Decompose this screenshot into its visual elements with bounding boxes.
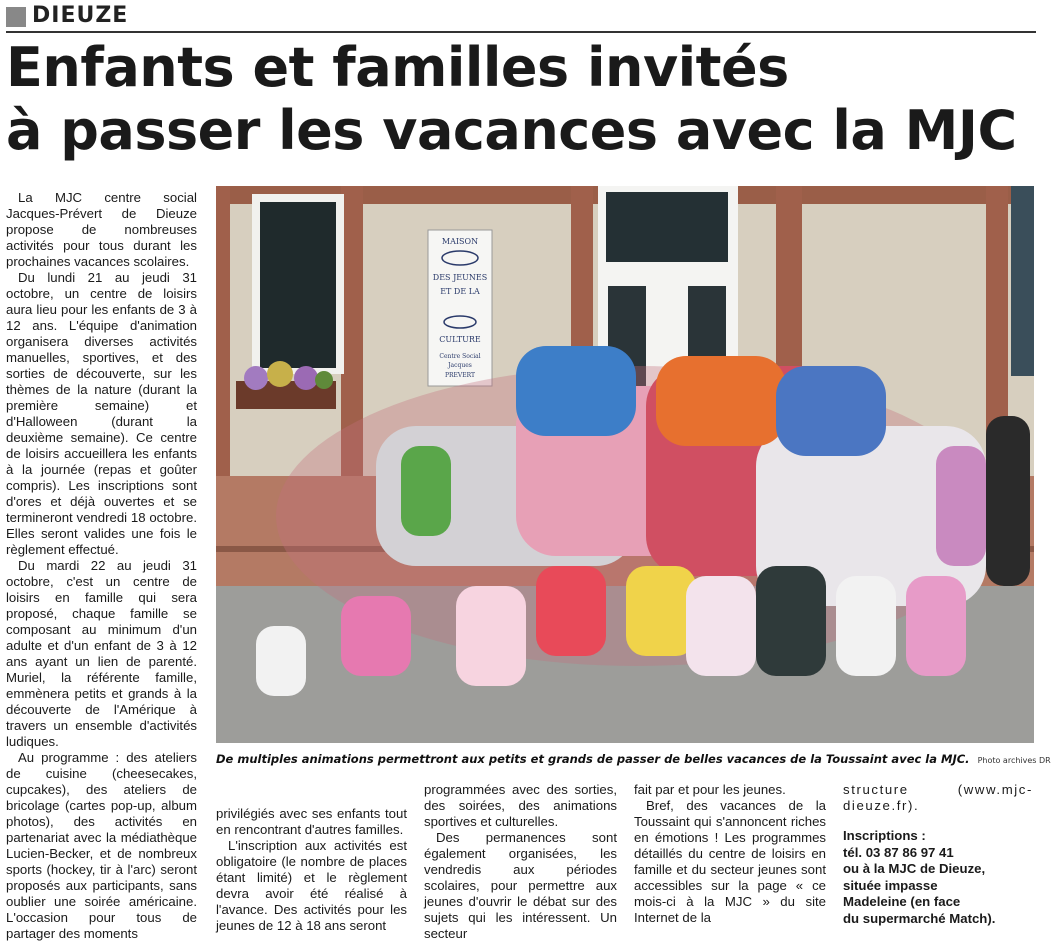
inscriptions-line: du supermarché Match). <box>843 910 996 926</box>
paragraph: Au programme : des ateliers de cuisine (cheesecakes, cupcakes), des ateliers de bricolage (cartes pop-up, album photos), des activités en partenariat avec la médiathèque Lucien-Becker, et de nombreux sports (hockey, tir à l'arc) seront proposés aux participants, sans oublier une soirée américaine. L'occasion pour tous de partager des moments <box>6 750 197 941</box>
sign-line: PREVERT <box>444 372 476 379</box>
inscriptions-box <box>843 828 1033 927</box>
sign-line: CULTURE <box>439 335 481 344</box>
inscriptions-line: tél. 03 87 86 97 41 <box>843 844 954 860</box>
paragraph: privilégiés avec ses enfants tout en rencontrant d'autres familles. <box>216 806 407 837</box>
group-photo <box>216 186 1034 743</box>
article-column-1 <box>6 190 197 942</box>
article-column-3 <box>424 782 617 942</box>
paragraph: Du lundi 21 au jeudi 31 octobre, un centre de loisirs aura lieu pour les enfants de 3 à 12 ans. L'équipe d'animation organisera diverses activités manuelles, sportives, et des sorties de découverte, sur les thèmes de la nature (durant la première semaine) et d'Halloween (durant la deuxième semaine). Ce centre de loisirs accueillera les enfants à la journée (repas et goûter compris). Les inscriptions sont d'ores et déjà ouvertes et se termineront vendredi 18 octobre. Elles seront valides une fois le règlement effectué. <box>6 270 197 557</box>
paragraph: fait par et pour les jeunes. <box>634 782 786 797</box>
paragraph: structure (www.mjc-dieuze.fr). <box>843 782 1033 813</box>
section-name: DIEUZE <box>32 3 129 28</box>
sign-line: DES JEUNES <box>432 273 488 282</box>
rubric-rule <box>6 31 1036 33</box>
sign-line: MAISON <box>441 237 479 246</box>
paragraph: programmées avec des sorties, des soirées, des animations sportives et culturelles. <box>424 782 617 829</box>
photo-caption <box>216 752 1051 768</box>
headline <box>6 36 1036 162</box>
headline-line-1: Enfants et familles invités <box>6 36 789 99</box>
article-column-5 <box>843 782 1033 927</box>
rubric-square-icon <box>6 7 26 27</box>
paragraph: L'inscription aux activités est obligatoire (le nombre de places étant limité) et le règlement devra avoir été réalisé à l'avance. Des activités pour les jeunes de 12 à 18 ans seront <box>216 838 407 933</box>
sign-line: Jacques <box>448 362 472 369</box>
paragraph: Bref, des vacances de la Toussaint qui s'annoncent riches en émotions ! Les programmes détaillés du centre de loisirs en famille et du secteur jeunes sont accessibles sur la page « ce mois-ci à la MJC » du site Internet de la <box>634 798 826 925</box>
sign-line: ET DE LA <box>440 287 480 296</box>
photo-credit: Photo archives DR <box>977 756 1051 765</box>
group-photo-illustration <box>216 186 1034 743</box>
article-column-2 <box>216 806 407 934</box>
inscriptions-line: Inscriptions : <box>843 828 926 843</box>
article-column-4 <box>634 782 826 926</box>
inscriptions-line: ou à la MJC de Dieuze, <box>843 861 986 876</box>
section-rubric <box>6 4 1036 30</box>
paragraph: La MJC centre social Jacques-Prévert de Dieuze propose de nombreuses activités pour tous durant les prochaines vacances scolaires. <box>6 190 197 269</box>
headline-line-2: à passer les vacances avec la MJC <box>6 99 1017 162</box>
inscriptions-line: située impasse <box>843 877 938 893</box>
paragraph: Des permanences sont également organisées, les vendredis aux périodes scolaires, pour permettre aux jeunes d'ouvrir le débat sur des sujets qui les intéressent. Un secteur <box>424 830 617 941</box>
paragraph: Du mardi 22 au jeudi 31 octobre, c'est un centre de loisirs en famille qui sera proposé, chaque famille se composant au minimum d'un adulte et d'un enfant de 3 à 12 ans ayant un lien de parenté. Muriel, la référente famille, emmènera petits et grands à la découverte de l'Amérique à travers un ensemble d'activités ludiques. <box>6 558 197 749</box>
caption-text: De multiples animations permettront aux petits et grands de passer de belles vacances de la Toussaint avec la MJC. <box>216 752 970 766</box>
sign-line: Centre Social <box>439 353 481 360</box>
inscriptions-line: Madeleine (en face <box>843 894 961 909</box>
